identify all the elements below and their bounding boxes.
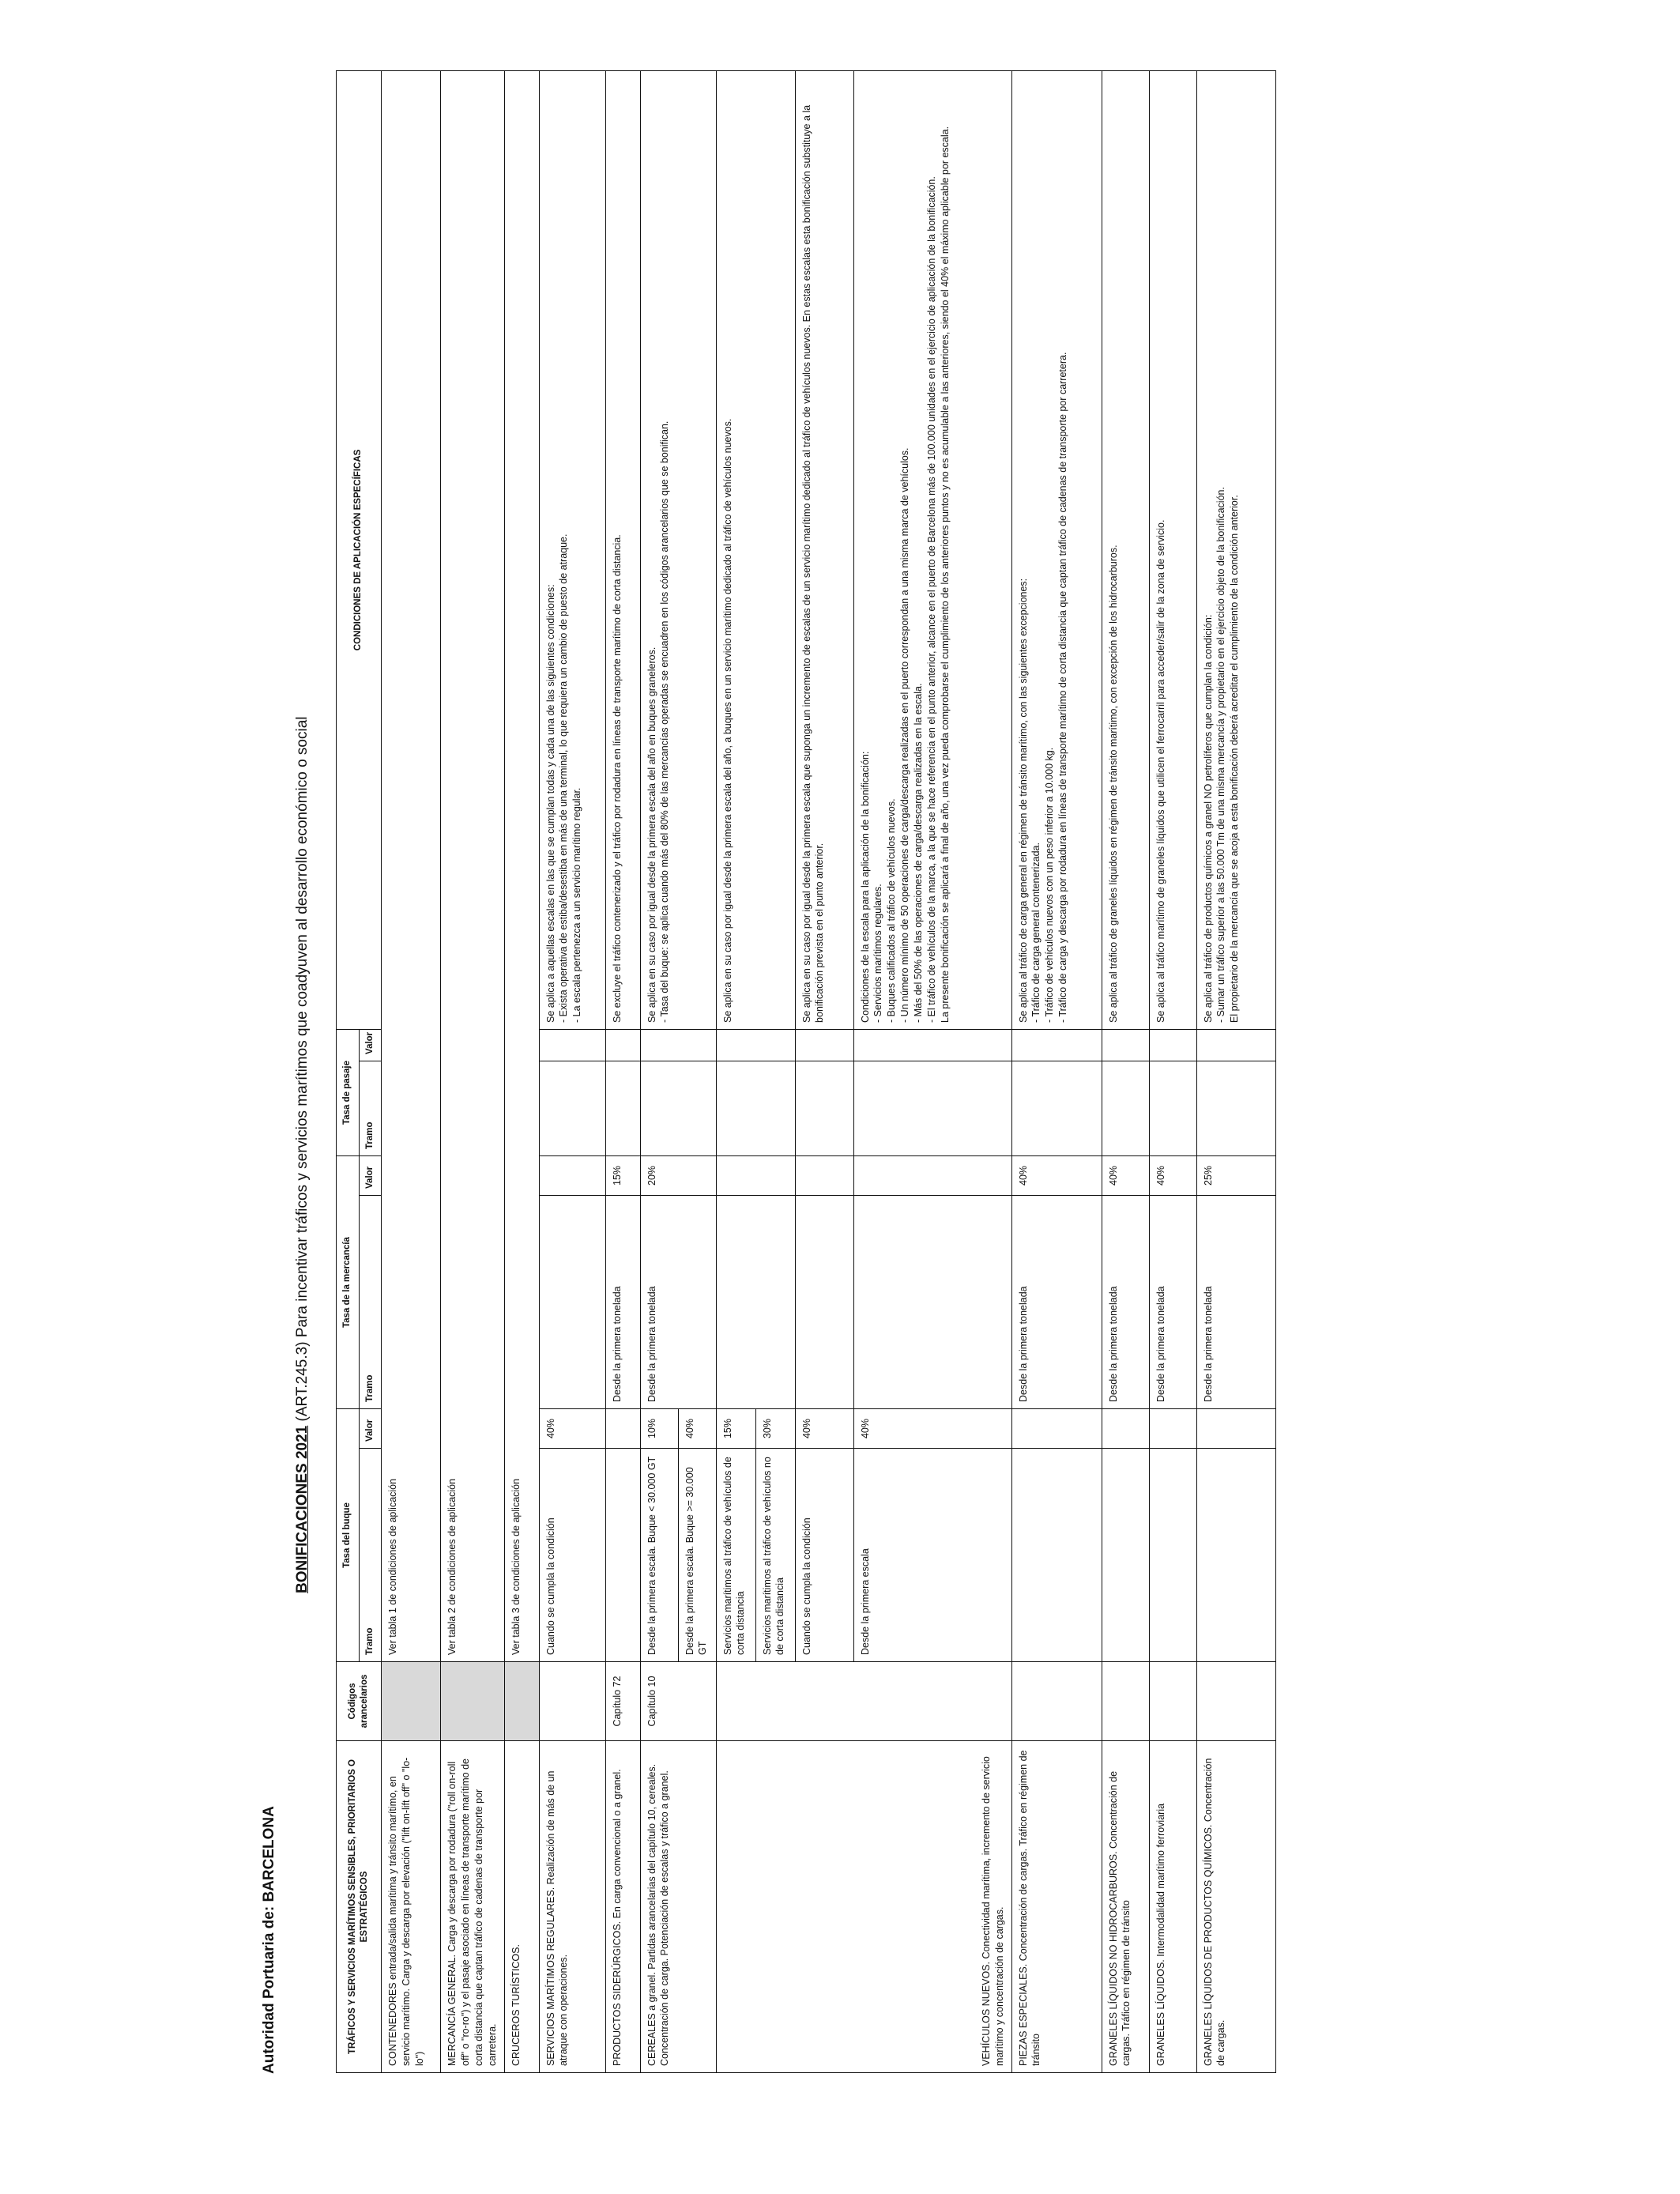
cond-line: - Servicios marítimos regulares. — [872, 884, 884, 1023]
trafico-cruceros: CRUCEROS TURÍSTICOS. — [504, 1741, 539, 2073]
mercancia-valor — [539, 1155, 605, 1195]
mercancia-valor: 20% — [640, 1155, 716, 1195]
codigo-empty — [1196, 1662, 1275, 1741]
trafico-graneles-ferroviaria: GRANELES LÍQUIDOS. Intermodalidad marítimo ferroviaria — [1149, 1741, 1196, 2073]
pasaje-tramo — [853, 1061, 1011, 1155]
cond-line: Se aplica al tráfico de productos químicos a granel NO petrolíferos que cumplan la condición: — [1202, 614, 1214, 1023]
pasaje-valor — [1149, 1029, 1196, 1061]
mercancia-valor: 40% — [1149, 1155, 1196, 1195]
mercancia-tramo: Desde la primera tonelada — [1102, 1195, 1149, 1408]
pasaje-tramo — [539, 1061, 605, 1155]
ver-tabla-3: Ver tabla 3 de condiciones de aplicación — [504, 70, 539, 1661]
pasaje-tramo — [1149, 1061, 1196, 1155]
header-mercancia-tramo: Tramo — [359, 1195, 382, 1408]
condiciones-vehiculos-incremento — [795, 70, 853, 1029]
mercancia-tramo — [539, 1195, 605, 1408]
buque-tramo: Servicios marítimos al tráfico de vehículos no de corta distancia — [755, 1449, 795, 1662]
mercancia-tramo — [716, 1195, 795, 1408]
header-mercancia-valor: Valor — [359, 1155, 382, 1195]
document-title — [294, 716, 311, 1593]
buque-tramo: Cuando se cumpla la condición — [539, 1449, 605, 1662]
buque-tramo: Cuando se cumpla la condición — [795, 1449, 853, 1662]
buque-tramo-2: Desde la primera escala. Buque >= 30.000 GT — [678, 1449, 716, 1662]
ver-tabla-1: Ver tabla 1 de condiciones de aplicación — [382, 70, 441, 1661]
trafico-mercancia-general: MERCANCÍA GENERAL. Carga y descarga por rodadura ("roll on-roll off" o "ro-ro") y el pasaje asociado en líneas de transporte marítimo de corta distancia que captan tráfico de cadenas de transporte por carretera. — [441, 1741, 505, 2073]
codigo-capitulo-10: Capítulo 10 — [640, 1662, 716, 1741]
condiciones-cereales — [640, 70, 716, 1029]
trafico-productos-quimicos: GRANELES LÍQUIDOS DE PRODUCTOS QUÍMICOS. Concentración de cargas. — [1196, 1741, 1275, 2073]
mercancia-tramo: Desde la primera tonelada — [1011, 1195, 1102, 1408]
buque-valor — [1011, 1408, 1102, 1448]
header-codigos: Códigos arancelarios — [337, 1662, 382, 1741]
header-row-1 — [337, 70, 360, 2072]
buque-valor — [1196, 1408, 1275, 1448]
buque-tramo — [1011, 1449, 1102, 1662]
row-cereales-1 — [640, 70, 678, 2072]
mercancia-valor — [716, 1155, 795, 1195]
condiciones-vehiculos — [853, 70, 1011, 1029]
codigo-empty — [716, 1662, 1011, 1741]
row-servicios-regulares — [539, 70, 605, 2072]
cond-line: Se aplica en su caso por igual desde la primera escala del año, a buques en un servicio marítimo dedicado al tráfico de vehículos nuevos. — [721, 418, 733, 1023]
row-graneles-no-hidrocarburos — [1102, 70, 1149, 2072]
mercancia-valor: 40% — [1011, 1155, 1102, 1195]
condiciones-siderurgicos — [605, 70, 640, 1029]
buque-valor — [605, 1408, 640, 1448]
pasaje-tramo — [640, 1061, 716, 1155]
mercancia-valor — [795, 1155, 853, 1195]
pasaje-valor — [795, 1029, 853, 1061]
buque-valor-1: 10% — [640, 1408, 678, 1448]
trafico-graneles-no-hidrocarburos: GRANELES LÍQUIDOS NO HIDROCARBUROS. Concentración de cargas. Tráfico en régimen de tránsito — [1102, 1741, 1149, 2073]
header-buque-valor: Valor — [359, 1408, 382, 1448]
buque-valor: 40% — [795, 1408, 853, 1448]
cond-line: - Tráfico de carga general contenerizada. — [1030, 843, 1042, 1023]
buque-tramo: Desde la primera escala — [853, 1449, 1011, 1662]
header-tasa-mercancia: Tasa de la mercancía — [337, 1155, 360, 1408]
pasaje-tramo — [1102, 1061, 1149, 1155]
pasaje-valor — [853, 1029, 1011, 1061]
cond-line: Se excluye el tráfico contenerizado y el tráfico por rodadura en líneas de transporte marítimo de corta distancia. — [611, 534, 623, 1023]
buque-tramo-1: Desde la primera escala. Buque < 30.000 GT — [640, 1449, 678, 1662]
mercancia-tramo: Desde la primera tonelada — [640, 1195, 716, 1408]
header-tasa-buque: Tasa del buque — [337, 1408, 360, 1661]
pasaje-valor — [640, 1029, 716, 1061]
mercancia-valor: 25% — [1196, 1155, 1275, 1195]
buque-valor: 30% — [755, 1408, 795, 1448]
condiciones-graneles-no-hidrocarburos — [1102, 70, 1149, 1029]
codigo-empty — [504, 1662, 539, 1741]
cond-line: - Tasa del buque: se aplica cuando más del 80% de las mercancías operadas se encuadren en los códigos arancelarios que se bonifican. — [659, 420, 671, 1023]
codigo-empty — [1102, 1662, 1149, 1741]
codigo-capitulo-72: Capítulo 72 — [605, 1662, 640, 1741]
header-tasa-pasaje: Tasa de pasaje — [337, 1029, 360, 1155]
header-condiciones: CONDICIONES DE APLICACIÓN ESPECÍFICAS — [337, 70, 382, 1029]
header-trafico: TRÁFICOS Y SERVICIOS MARÍTIMOS SENSIBLES, PRIORITARIOS O ESTRATÉGICOS — [337, 1741, 382, 2073]
row-productos-quimicos — [1196, 70, 1275, 2072]
cond-line: - Tráfico de carga y descarga por rodadura en líneas de transporte marítimo de corta distancia que captan tráfico de cadenas de transporte por carretera. — [1057, 352, 1069, 1023]
cond-line: - Sumar un tráfico superior a las 50.000 Tm de una misma mercancía y propietario en el ejercicio objeto de la bonificación. — [1215, 487, 1227, 1023]
buque-valor — [1149, 1408, 1196, 1448]
bonificaciones-table — [336, 70, 1276, 2073]
row-piezas-especiales — [1011, 70, 1102, 2072]
pasaje-tramo — [605, 1061, 640, 1155]
buque-tramo — [1102, 1449, 1149, 1662]
title-main: BONIFICACIONES 2021 — [294, 1425, 311, 1593]
cond-line: - El tráfico de vehículos de la marca, a la que se hace referencia en el punto anterior, alcance en el puerto de Barcelona más de 100.000 unidades en el ejercicio de aplicación de la bonificación. — [925, 176, 937, 1023]
buque-tramo — [1196, 1449, 1275, 1662]
condiciones-productos-quimicos — [1196, 70, 1275, 1029]
pasaje-tramo — [795, 1061, 853, 1155]
trafico-servicios-regulares: SERVICIOS MARÍTIMOS REGULARES. Realización de más de un atraque con operaciones. — [539, 1741, 605, 2073]
buque-valor: 40% — [539, 1408, 605, 1448]
cond-line: - Buques calificados al tráfico de vehículos nuevos. — [886, 798, 898, 1023]
header-buque-tramo: Tramo — [359, 1449, 382, 1662]
mercancia-valor: 15% — [605, 1155, 640, 1195]
pasaje-tramo — [716, 1061, 795, 1155]
ver-tabla-2: Ver tabla 2 de condiciones de aplicación — [441, 70, 505, 1661]
mercancia-valor: 40% — [1102, 1155, 1149, 1195]
buque-valor: 40% — [853, 1408, 1011, 1448]
condiciones-servicios-vehiculos — [716, 70, 795, 1029]
buque-valor-2: 40% — [678, 1408, 716, 1448]
cond-line: - Exista operativa de estiba/desestiba en más de una terminal, lo que requiera un cambio de puesto de atraque. — [558, 533, 570, 1023]
pasaje-valor — [1011, 1029, 1102, 1061]
codigo-empty — [1149, 1662, 1196, 1741]
condiciones-piezas — [1011, 70, 1102, 1029]
pasaje-valor — [716, 1029, 795, 1061]
row-contenedores — [382, 70, 441, 2072]
cond-line: El propietario de la mercancía que se acoja a esta bonificación deberá acreditar el cumplimiento de la condición anterior. — [1229, 495, 1241, 1023]
trafico-piezas-especiales: PIEZAS ESPECIALES. Concentración de cargas. Tráfico en régimen de tránsito — [1011, 1741, 1102, 2073]
condiciones-graneles-ferroviaria — [1149, 70, 1196, 1029]
trafico-contenedores: CONTENEDORES entrada/salida marítima y tránsito marítimo, en servicio marítimo. Carga y descarga por elevación ("lift on-lift off" o "lo-lo") — [382, 1741, 441, 2073]
authority-label: Autoridad Portuaria de: BARCELONA — [261, 1806, 277, 2074]
row-graneles-ferroviaria — [1149, 70, 1196, 2072]
cond-line: Se aplica al tráfico marítimo de graneles líquidos que utilicen el ferrocarril para acceder/salir de la zona de servicio. — [1155, 519, 1166, 1023]
pasaje-tramo — [1011, 1061, 1102, 1155]
row-cruceros — [504, 70, 539, 2072]
row-mercancia-general — [441, 70, 505, 2072]
codigo-empty — [382, 1662, 441, 1741]
mercancia-tramo: Desde la primera tonelada — [1196, 1195, 1275, 1408]
cond-line: Se aplica en su caso por igual desde la primera escala que suponga un incremento de escalas de un servicio marítimo dedicado al tráfico de vehículos nuevos. En estas escalas esta bonificación substituye a la bonificación prevista en el punto anterior. — [800, 104, 826, 1023]
cond-line: Se aplica a aquellas escalas en las que se cumplan todas y cada una de las siguientes condiciones: — [544, 584, 556, 1023]
trafico-siderurgicos: PRODUCTOS SIDERÚRGICOS. En carga convencional o a granel. — [605, 1741, 640, 2073]
mercancia-tramo: Desde la primera tonelada — [1149, 1195, 1196, 1408]
mercancia-tramo: Desde la primera tonelada — [605, 1195, 640, 1408]
codigo-empty — [1011, 1662, 1102, 1741]
mercancia-valor — [853, 1155, 1011, 1195]
pasaje-valor — [1196, 1029, 1275, 1061]
header-pasaje-valor: Valor — [359, 1029, 382, 1061]
row-servicios-vehiculos-1 — [716, 70, 755, 2072]
pasaje-tramo — [1196, 1061, 1275, 1155]
cond-line: Se aplica al tráfico de carga general en régimen de tránsito marítimo, con las siguientes excepciones: — [1017, 578, 1029, 1023]
cond-line: La presente bonificación se aplicará a final de año, una vez pueda comprobarse el cumplimiento de los anteriores puntos y no es acumulable a las anteriores, siendo el 40% el máximo aplicable por escala. — [939, 126, 951, 1023]
codigo-empty — [539, 1662, 605, 1741]
trafico-vehiculos: VEHÍCULOS NUEVOS. Conectividad marítima, incremento de servicio marítimo y concentración de cargas. — [716, 1741, 1011, 2073]
row-siderurgicos — [605, 70, 640, 2072]
cond-line: Se aplica en su caso por igual desde la primera escala del año en buques graneleros. — [646, 647, 657, 1023]
pasaje-valor — [605, 1029, 640, 1061]
pasaje-valor — [1102, 1029, 1149, 1061]
trafico-cereales: CEREALES a granel. Partidas arancelarias del capítulo 10, cereales. Concentración de carga. Potenciación de escalas y tráfico a granel. — [640, 1741, 716, 2073]
cond-line: - La escala pertenezca a un servicio marítimo regular. — [571, 787, 583, 1023]
buque-tramo — [1149, 1449, 1196, 1662]
codigo-empty — [441, 1662, 505, 1741]
cond-line: Se aplica al tráfico de graneles líquidos en régimen de tránsito marítimo, con excepción de los hidrocarburos. — [1107, 545, 1119, 1023]
cond-line: - Un número mínimo de 50 operaciones de carga/descarga realizadas en el puerto correspondan a una misma marca de vehículos. — [899, 447, 911, 1023]
cond-line: Condiciones de la escala para la aplicación de la bonificación: — [859, 751, 871, 1023]
cond-line: - Más del 50% de las operaciones de carga/descarga realizadas en la escala. — [913, 683, 925, 1023]
mercancia-tramo — [853, 1195, 1011, 1408]
title-sub: (ART.245.3) Para incentivar tráficos y servicios marítimos que coadyuven al desarrollo económico o social — [294, 716, 311, 1426]
condiciones-servicios — [539, 70, 605, 1029]
mercancia-tramo — [795, 1195, 853, 1408]
buque-tramo — [605, 1449, 640, 1662]
buque-valor: 15% — [716, 1408, 755, 1448]
cond-line: - Tráfico de vehículos nuevos con un peso inferior a 10.000 kg. — [1044, 747, 1056, 1023]
pasaje-valor — [539, 1029, 605, 1061]
buque-valor — [1102, 1408, 1149, 1448]
header-pasaje-tramo: Tramo — [359, 1061, 382, 1155]
buque-tramo: Servicios marítimos al tráfico de vehículos de corta distancia — [716, 1449, 755, 1662]
